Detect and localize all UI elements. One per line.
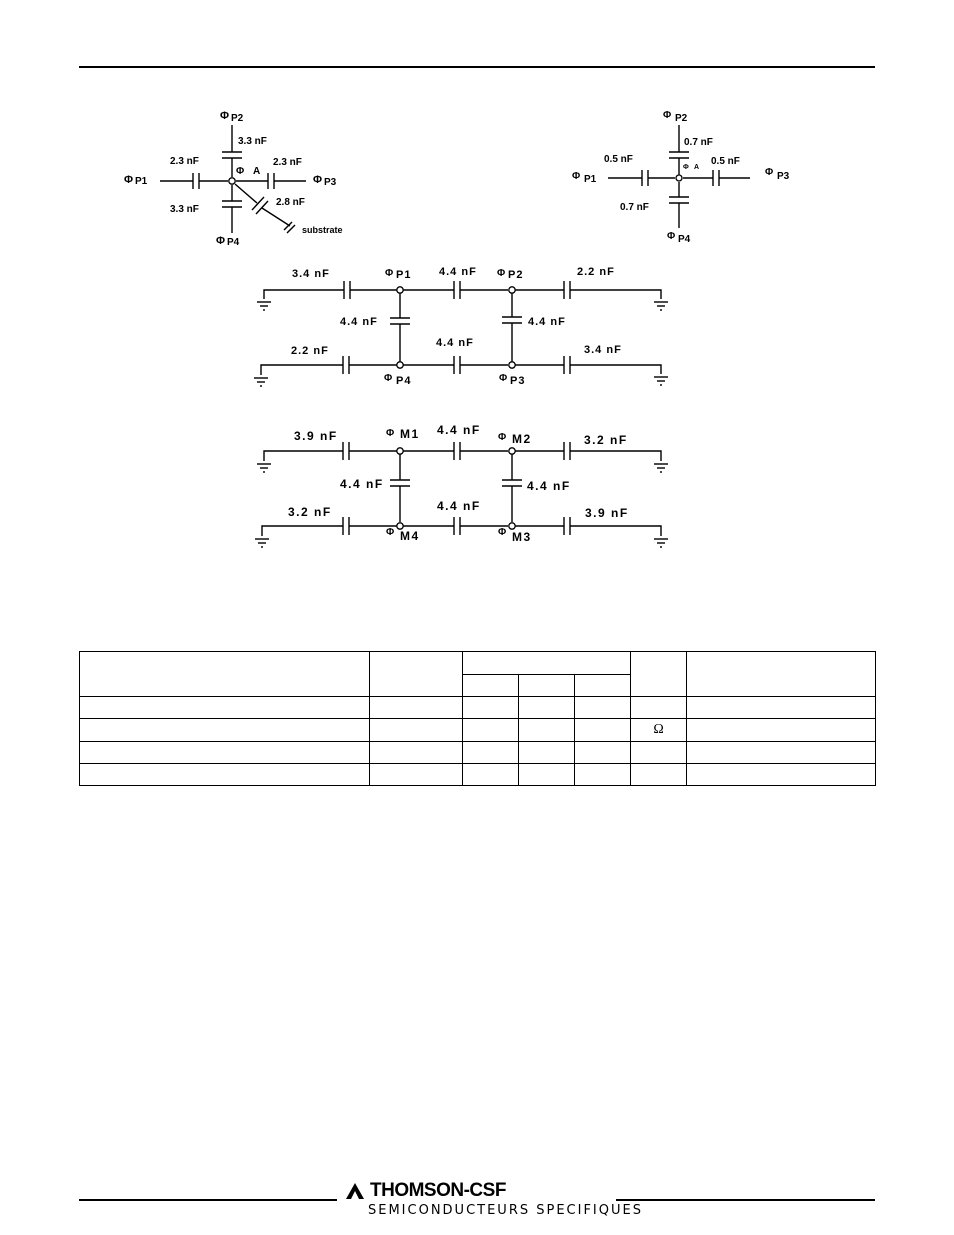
footer-rule-right	[616, 1199, 875, 1201]
header-cell	[80, 652, 370, 697]
node-p4	[397, 362, 403, 368]
phi-symbol: Φ	[498, 432, 507, 443]
unit-cell: Ω	[631, 719, 687, 742]
phi-symbol: Φ	[236, 166, 245, 177]
header-cell	[370, 652, 463, 697]
brand-subtitle: SEMICONDUCTEURS SPECIFIQUES	[368, 1203, 643, 1218]
phi-symbol: Φ	[386, 428, 395, 439]
table-header-row	[80, 652, 876, 675]
substrate-label: substrate	[302, 225, 343, 235]
cap-label: 4.4 nF	[340, 477, 384, 491]
cap-label: 0.7 nF	[684, 137, 713, 148]
node-a	[229, 178, 235, 184]
node-label-p1: P1	[135, 176, 148, 187]
node-label-p4: P4	[396, 375, 412, 387]
node-label-p2: P2	[675, 113, 688, 124]
phi-symbol: Φ	[663, 110, 672, 121]
cap-label: 3.9 nF	[585, 506, 629, 520]
header-cell	[463, 652, 631, 675]
header-cell	[687, 652, 876, 697]
header-cell	[575, 675, 631, 697]
cap-label: 4.4 nF	[340, 316, 378, 328]
cap-label: 4.4 nF	[436, 337, 474, 349]
cap-label: 3.2 nF	[584, 433, 628, 447]
phi-symbol: Φ	[124, 174, 134, 186]
node-label-m4: M4	[400, 529, 420, 543]
capacitance-schematics	[0, 0, 954, 600]
node-m2	[509, 448, 515, 454]
node-m3	[509, 523, 515, 529]
header-cell	[631, 652, 687, 697]
node-a	[676, 175, 682, 181]
phi-symbol: Φ	[497, 268, 506, 279]
thomson-logo-icon	[346, 1183, 364, 1199]
node-label-p2: P2	[231, 113, 244, 124]
brand-name: THOMSON-CSF	[370, 1180, 506, 1201]
cap-label: 4.4 nF	[527, 479, 571, 493]
cap-label: 3.3 nF	[238, 136, 267, 147]
cap-label: 0.7 nF	[620, 202, 649, 213]
phi-symbol: Φ	[220, 110, 230, 122]
cap-label: 3.2 nF	[288, 505, 332, 519]
cap-label: 4.4 nF	[439, 266, 477, 278]
node-label-a: A	[253, 166, 261, 177]
node-p2	[509, 287, 515, 293]
node-p1	[397, 287, 403, 293]
phi-symbol: Φ	[683, 164, 689, 171]
diagram-b	[572, 110, 790, 245]
diagram-a	[124, 110, 343, 248]
phi-symbol: Φ	[572, 171, 581, 182]
node-label-m2: M2	[512, 432, 532, 446]
node-label-p1: P1	[396, 269, 412, 281]
cap-label: 0.5 nF	[711, 156, 740, 167]
phi-symbol: Φ	[386, 527, 395, 538]
header-cell	[463, 675, 519, 697]
cap-label: 4.4 nF	[437, 423, 481, 437]
cap-label: 0.5 nF	[604, 154, 633, 165]
node-label-m3: M3	[512, 530, 532, 544]
phi-symbol: Φ	[499, 373, 508, 384]
header-cell	[519, 675, 575, 697]
phi-symbol: Φ	[216, 235, 226, 247]
spec-table	[79, 651, 876, 786]
phi-symbol: Φ	[765, 167, 774, 178]
diagram-m	[255, 423, 668, 547]
node-p3	[509, 362, 515, 368]
cap-label: 2.8 nF	[276, 197, 305, 208]
node-label-m1: M1	[400, 427, 420, 441]
cap-label: 3.4 nF	[584, 344, 622, 356]
table-row	[80, 719, 876, 742]
cap-label: 2.3 nF	[170, 156, 199, 167]
cap-label: 4.4 nF	[437, 499, 481, 513]
phi-symbol: Φ	[313, 174, 323, 186]
diagram-p	[254, 266, 668, 387]
node-label-p4: P4	[678, 234, 691, 245]
node-label-p1: P1	[584, 174, 597, 185]
node-label-p3: P3	[777, 171, 790, 182]
node-label-p3: P3	[510, 375, 526, 387]
node-label-p3: P3	[324, 177, 337, 188]
cap-label: 3.4 nF	[292, 268, 330, 280]
node-label-p4: P4	[227, 237, 240, 248]
node-label-a: A	[694, 164, 700, 171]
node-m1	[397, 448, 403, 454]
cap-label: 3.3 nF	[170, 204, 199, 215]
footer-rule-left	[79, 1199, 337, 1201]
phi-symbol: Φ	[498, 527, 507, 538]
cap-label: 2.3 nF	[273, 157, 302, 168]
table-row	[80, 764, 876, 786]
node-label-p2: P2	[508, 269, 524, 281]
cap-label: 2.2 nF	[577, 266, 615, 278]
table-row	[80, 697, 876, 719]
phi-symbol: Φ	[667, 231, 676, 242]
cap-label: 4.4 nF	[528, 316, 566, 328]
cap-label: 2.2 nF	[291, 345, 329, 357]
cap-label: 3.9 nF	[294, 429, 338, 443]
phi-symbol: Φ	[385, 268, 394, 279]
phi-symbol: Φ	[384, 373, 393, 384]
footer-logo	[346, 1180, 506, 1202]
table-row	[80, 742, 876, 764]
